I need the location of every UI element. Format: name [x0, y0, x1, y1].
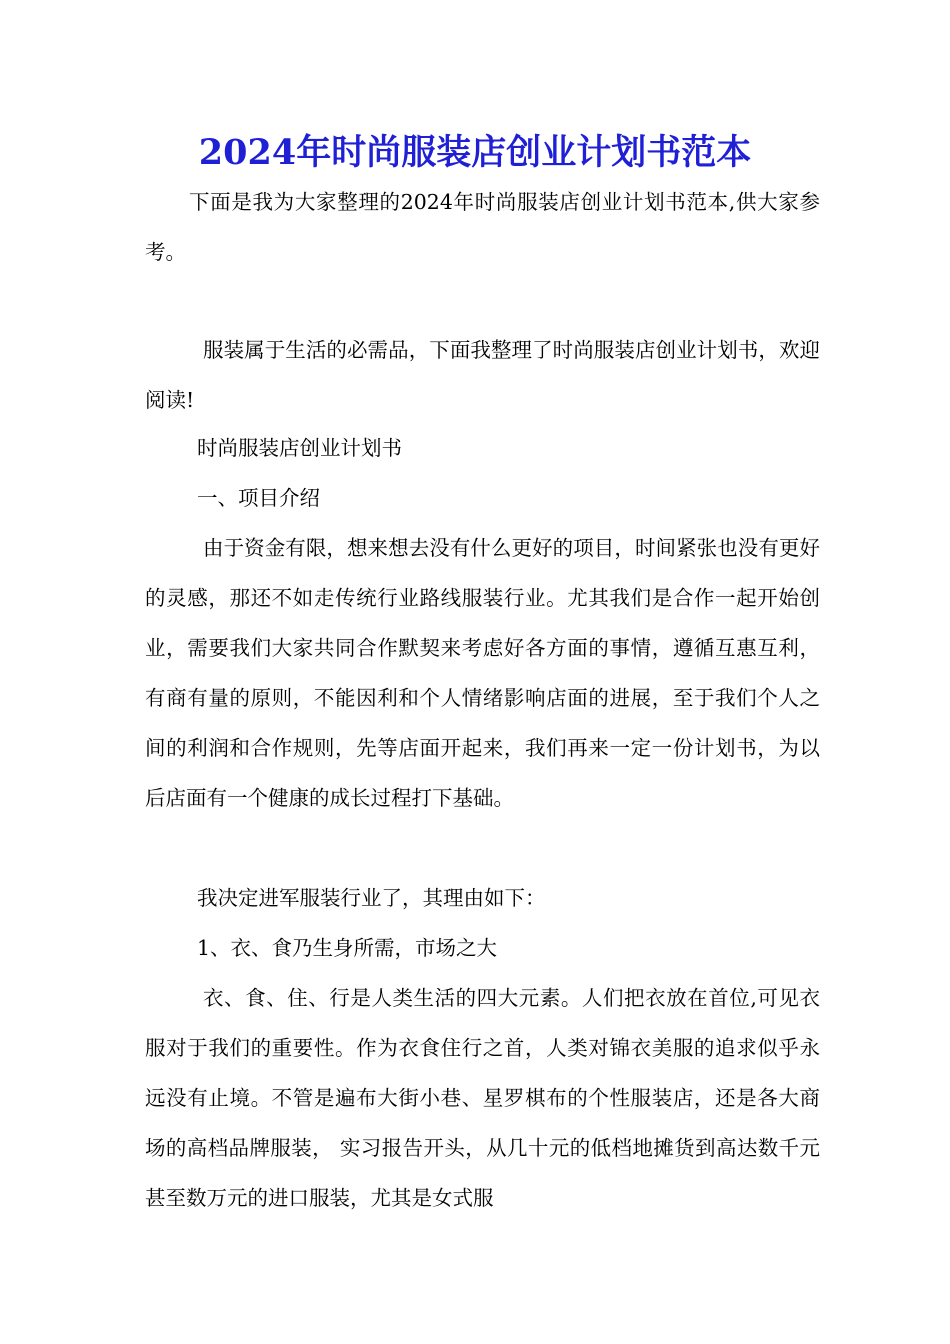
plan-heading: 时尚服装店创业计划书 — [197, 436, 402, 460]
point-heading-1: 1、衣、食乃生身所需，市场之大 — [197, 936, 498, 960]
paragraph-clothing-necessity: 服装属于生活的必需品，下面我整理了时尚服装店创业计划书，欢迎阅读! — [145, 338, 820, 412]
paragraph-project-intro: 由于资金有限，想来想去没有什么更好的项目，时间紧张也没有更好的灵感，那还不如走传统行业路线服装行业。尤其我们是合作一起开始创业，需要我们大家共同合作默契来考虑好各方面的事情，遵循互惠互利，有商有量的原则，不能因利和个人情绪影响店面的进展，至于我们个人之间的利润和合作规则，先等店面开起来，我们再来一定一份计划书，为以后店面有一个健康的成长过程打下基础。 — [145, 536, 820, 810]
section-heading-project-intro: 一、项目介绍 — [197, 486, 320, 510]
paragraph-four-elements: 衣、食、住、行是人类生活的四大元素。人们把衣放在首位,可见衣服对于我们的重要性。作为衣食住行之首，人类对锦衣美服的追求似乎永远没有止境。不管是遍布大街小巷、星罗棋布的个性服装店，还是各大商场的高档品牌服装， 实习报告开头，从几十元的低档地摊货到高达数千元甚至数万元的进口服装，尤其是女式服 — [145, 986, 820, 1210]
intro-paragraph: 下面是我为大家整理的2024年时尚服装店创业计划书范本,供大家参考。 — [145, 190, 820, 264]
paragraph-reasons-intro: 我决定进军服装行业了，其理由如下： — [197, 886, 546, 910]
document-title: 2024年时尚服装店创业计划书范本 — [198, 132, 752, 173]
